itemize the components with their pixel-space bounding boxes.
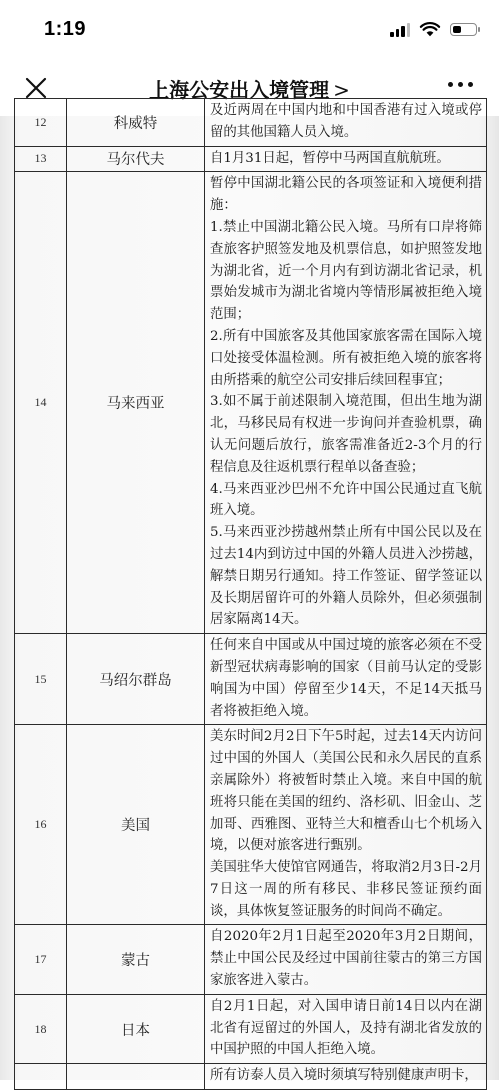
policy-text bbox=[205, 146, 487, 172]
article-content[interactable] bbox=[0, 103, 499, 1084]
country-name: 马来西亚 bbox=[67, 172, 205, 634]
policy-paragraph: 自2020年2月1日起至2020年3月2日期间，禁止中国公民及经过中国前往蒙古的第三方国家旅客进入蒙古。 bbox=[210, 929, 482, 989]
country-name: 马绍尔群岛 bbox=[67, 634, 205, 725]
policy-text bbox=[205, 99, 487, 147]
policy-paragraph: 1.禁止中国湖北籍公民入境。马所有口岸将筛查旅客护照签发地及机票信息，如护照签发地为湖北省，近一个月内有到访湖北省记录，机票始发城市为湖北省境内等情形属被拒绝入境范围； bbox=[210, 219, 482, 323]
country-name bbox=[67, 1064, 205, 1090]
policy-paragraph: 自2月1日起，对入国申请日前14日以内在湖北省有逗留过的外国人，及持有湖北省发放的中国护照的中国人拒绝入境。 bbox=[210, 998, 482, 1058]
table-row bbox=[15, 994, 487, 1063]
table-row bbox=[15, 99, 487, 147]
table-row bbox=[15, 1064, 487, 1090]
country-name: 马尔代夫 bbox=[67, 146, 205, 172]
table-row bbox=[15, 925, 487, 994]
policy-paragraph: 5.马来西亚沙捞越州禁止所有中国公民以及在过去14内到访过中国的外籍人员进入沙捞越，解禁日期另行通知。持工作签证、留学签证以及长期居留许可的外籍人员除外，但必须强制居家隔离14天。 bbox=[210, 525, 482, 628]
table-row bbox=[15, 172, 487, 634]
policy-paragraph: 3.如不属于前述限制入境范围，但出生地为湖北，马移民局有权进一步询问并查验机票，确认无问题后放行，旅客需准备近2-3个月的行程信息及往返机票行程单以备查验； bbox=[210, 394, 482, 475]
policy-paragraph: 4.马来西亚沙巴州不允许中国公民通过直飞航班入境。 bbox=[210, 481, 482, 519]
row-number: 12 bbox=[15, 99, 67, 147]
chevron-right-icon: > bbox=[333, 78, 350, 102]
table-row bbox=[15, 146, 487, 172]
table-row bbox=[15, 725, 487, 925]
policy-paragraph: 及近两周在中国内地和中国香港有过入境或停留的其他国籍人员入境。 bbox=[210, 103, 482, 140]
cellular-signal-icon bbox=[390, 23, 410, 37]
status-time: 1:19 bbox=[44, 18, 87, 40]
more-dots-icon[interactable] bbox=[448, 82, 473, 87]
row-number: 17 bbox=[15, 925, 67, 994]
policy-paragraph: 所有访泰人员入境时须填写特别健康声明卡， bbox=[210, 1068, 478, 1084]
policy-paragraph: 美国驻华大使馆官网通告，将取消2月3日-2月7日这一周的所有移民、非移民签证预约面谈，具体恢复签证服务的时间尚不确定。 bbox=[210, 860, 482, 919]
row-number bbox=[15, 1064, 67, 1090]
policy-text bbox=[205, 725, 487, 925]
wifi-icon bbox=[420, 22, 440, 37]
row-number: 13 bbox=[15, 146, 67, 172]
country-name: 美国 bbox=[67, 725, 205, 925]
country-name: 科威特 bbox=[67, 99, 205, 147]
policy-paragraph: 暂停中国湖北籍公民的各项签证和入境便利措施： bbox=[210, 176, 482, 214]
table-row bbox=[15, 634, 487, 725]
battery-level bbox=[453, 26, 461, 33]
status-icons bbox=[390, 22, 477, 37]
policy-text bbox=[205, 1064, 487, 1090]
policy-paragraph: 任何来自中国或从中国过境的旅客必须在不受新型冠状病毒影响的国家（目前马认定的受影响国为中国）停留至少14天，不足14天抵马者将被拒绝入境。 bbox=[210, 638, 482, 719]
policy-text bbox=[205, 634, 487, 725]
policy-text bbox=[205, 925, 487, 994]
row-number: 16 bbox=[15, 725, 67, 925]
row-number: 14 bbox=[15, 172, 67, 634]
policy-paragraph: 自1月31日起，暂停中马两国直航航班。 bbox=[210, 150, 450, 166]
policy-paragraph: 2.所有中国旅客及其他国家旅客需在国际入境口处接受体温检测。所有被拒绝入境的旅客将由所搭乘的航空公司安排后续回程事宜； bbox=[210, 328, 482, 388]
policy-paragraph: 美东时间2月2日下午5时起，过去14天内访问过中国的外国人（美国公民和永久居民的直系亲属除外）将被暂时禁止入境。来自中国的航班将只能在美国的纽约、洛杉矶、旧金山、芝加哥、西雅图、亚特兰大和檀香山七个机场入境，以便对旅客进行甄别。 bbox=[210, 729, 482, 854]
country-name: 蒙古 bbox=[67, 925, 205, 994]
country-name: 日本 bbox=[67, 994, 205, 1063]
policy-text bbox=[205, 994, 487, 1063]
page-title: 上海公安出入境管理 bbox=[149, 78, 330, 102]
row-number: 18 bbox=[15, 994, 67, 1063]
row-number: 15 bbox=[15, 634, 67, 725]
policy-text bbox=[205, 172, 487, 634]
battery-icon bbox=[450, 23, 477, 36]
entry-restrictions-table bbox=[14, 98, 487, 1090]
status-bar bbox=[0, 0, 499, 60]
